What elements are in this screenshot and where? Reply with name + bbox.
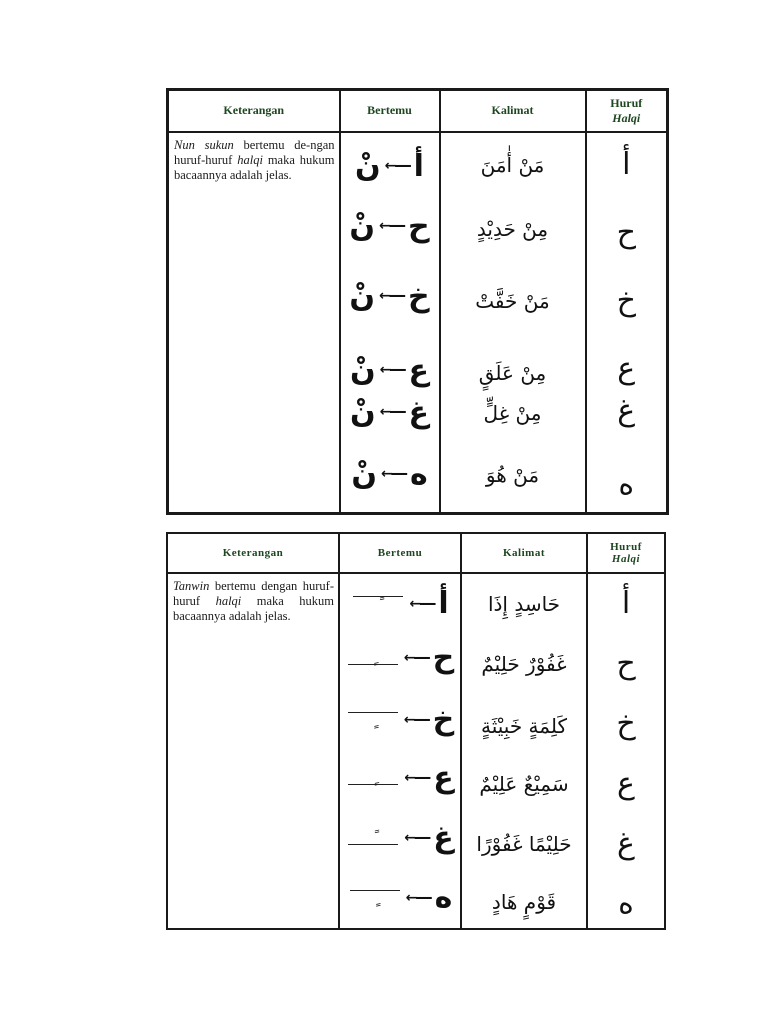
- keterangan-text-1: bertemu de-ngan huruf-huruf: [174, 137, 335, 167]
- kalimat-text: قَوْمٍ هَادٍ: [491, 890, 557, 914]
- bertemu-item: [341, 279, 439, 314]
- nun-letter: نْ: [349, 394, 376, 430]
- content-row: [167, 573, 665, 929]
- tanwin-table: [166, 532, 666, 930]
- target-letter: ح: [432, 640, 455, 675]
- keterangan-term: Tanwin: [173, 579, 210, 593]
- arrow-icon: ←----: [405, 889, 431, 906]
- kalimat-text: حَاسِدٍ إِذَا: [487, 592, 561, 616]
- target-letter: خ: [407, 278, 430, 314]
- target-letter: ع: [433, 760, 454, 795]
- bertemu-item: [340, 880, 460, 915]
- blank-line: [348, 712, 398, 713]
- bertemu-column: [340, 132, 440, 514]
- target-letter: ح: [407, 208, 430, 244]
- arrow-icon: ←----: [404, 769, 430, 786]
- target-letter: أ: [413, 148, 424, 184]
- keterangan-cell: [167, 573, 339, 929]
- kalimat-text: مَنْ خَفَّتْ: [475, 288, 550, 313]
- keterangan-term: Nun sukun: [174, 137, 234, 152]
- arrow-icon: ←----: [379, 288, 404, 304]
- arrow-icon: ←----: [379, 362, 405, 378]
- blank-line: [353, 596, 403, 597]
- keterangan-text-2: maka hukum bacaannya adalah jelas.: [174, 152, 335, 182]
- bertemu-item: [340, 760, 460, 795]
- kalimat-text: مِنْ عَلَقٍ: [478, 360, 547, 385]
- blank-line: [348, 844, 398, 845]
- keterangan-cell: [168, 132, 340, 514]
- arrow-icon: ←----: [403, 711, 429, 728]
- target-letter: ع: [408, 352, 430, 388]
- huruf-letter: ه: [618, 886, 634, 921]
- arrow-icon: ←----: [379, 218, 404, 234]
- huruf-letter: ه: [618, 466, 635, 502]
- bertemu-item: [340, 640, 460, 675]
- blank-line: [350, 890, 400, 891]
- huruf-letter: ح: [616, 214, 636, 250]
- header-keterangan: Keterangan: [167, 533, 339, 573]
- tanwin-placeholder: [346, 650, 400, 665]
- huruf-letter: أ: [622, 146, 631, 182]
- kalimat-column: [461, 573, 587, 929]
- arrow-icon: ←----: [379, 404, 405, 420]
- huruf-letter: ح: [616, 646, 636, 681]
- keterangan-term-2: halqi: [237, 152, 263, 167]
- nun-letter: نْ: [349, 278, 375, 314]
- target-letter: ه: [409, 456, 428, 492]
- kalimat-text: مَنْ أٰمَنَ: [480, 152, 545, 177]
- blank-line: [348, 784, 398, 785]
- bertemu-item: [341, 395, 439, 430]
- header-bertemu: Bertemu: [340, 90, 440, 132]
- nun-letter: نْ: [349, 208, 375, 244]
- nun-letter: نْ: [351, 456, 377, 492]
- target-letter: ه: [434, 880, 453, 915]
- kalimat-text: مِنْ حَدِيْدٍ: [476, 216, 549, 241]
- nun-sukun-table: [166, 88, 669, 515]
- huruf-letter: خ: [616, 282, 636, 318]
- huruf-letter: ع: [617, 766, 635, 801]
- bertemu-item: [340, 702, 460, 737]
- target-letter: غ: [433, 820, 454, 855]
- header-row: [168, 90, 668, 132]
- huruf-letter: خ: [616, 706, 636, 741]
- keterangan-text-2: maka hukum bacaannya adalah jelas.: [173, 594, 335, 623]
- tanwin-placeholder: [346, 830, 400, 845]
- bertemu-item: [340, 820, 460, 855]
- huruf-letter: غ: [617, 826, 635, 861]
- bertemu-item: [341, 149, 439, 184]
- nun-letter: نْ: [355, 148, 381, 184]
- bertemu-item: [341, 353, 439, 388]
- huruf-letter: ع: [617, 350, 636, 386]
- kalimat-text: سَمِيْعٌ عَلِيْمٌ: [479, 772, 569, 796]
- kalimat-text: غَفُوْرٌ حَلِيْمٌ: [481, 652, 567, 676]
- header-kalimat: Kalimat: [440, 90, 586, 132]
- arrow-icon: ←----: [380, 466, 406, 482]
- target-letter: خ: [432, 702, 455, 737]
- tanwin-placeholder: [346, 712, 400, 727]
- bertemu-item: [341, 209, 439, 244]
- tanwin-placeholder: [348, 890, 402, 905]
- tanwin-placeholder: [351, 596, 405, 611]
- blank-line: [348, 664, 398, 665]
- bertemu-item: [341, 457, 439, 492]
- tanwin-placeholder: [346, 770, 400, 785]
- nun-letter: نْ: [349, 352, 376, 388]
- huruf-letter: أ: [621, 586, 631, 621]
- content-row: [168, 132, 668, 514]
- header-row: [167, 533, 665, 573]
- keterangan-text: [168, 574, 338, 624]
- arrow-icon: ←----: [384, 158, 410, 174]
- header-huruf-halqi: [586, 90, 668, 132]
- target-letter: أ: [438, 586, 449, 621]
- header-keterangan: Keterangan: [168, 90, 340, 132]
- keterangan-text: [169, 133, 339, 183]
- bertemu-column: [339, 573, 461, 929]
- huruf-letter: غ: [617, 392, 636, 428]
- header-halqi: Halqi: [611, 553, 641, 565]
- kalimat-text: حَلِيْمًا غَفُوْرًا: [476, 832, 572, 856]
- header-bertemu: Bertemu: [339, 533, 461, 573]
- arrow-icon: ←----: [409, 595, 435, 612]
- huruf-column: [586, 132, 668, 514]
- kalimat-column: [440, 132, 586, 514]
- arrow-icon: ←----: [404, 829, 430, 846]
- header-huruf: Huruf: [610, 541, 642, 553]
- kalimat-text: مِنْ غِلٍّ: [483, 400, 542, 425]
- header-kalimat: Kalimat: [461, 533, 587, 573]
- keterangan-term-2: halqi: [215, 594, 242, 608]
- header-halqi: Halqi: [612, 110, 641, 125]
- target-letter: غ: [408, 394, 430, 430]
- header-huruf-halqi: [587, 533, 665, 573]
- kalimat-text: كَلِمَةٍ خَبِيْثَةٍ: [481, 714, 567, 738]
- bertemu-item: [340, 586, 460, 621]
- header-huruf: Huruf: [610, 95, 643, 110]
- keterangan-text-1: bertemu dengan huruf-huruf: [173, 579, 334, 608]
- huruf-column: [587, 573, 665, 929]
- kalimat-text: مَنْ هُوَ: [485, 462, 540, 487]
- arrow-icon: ←----: [403, 649, 429, 666]
